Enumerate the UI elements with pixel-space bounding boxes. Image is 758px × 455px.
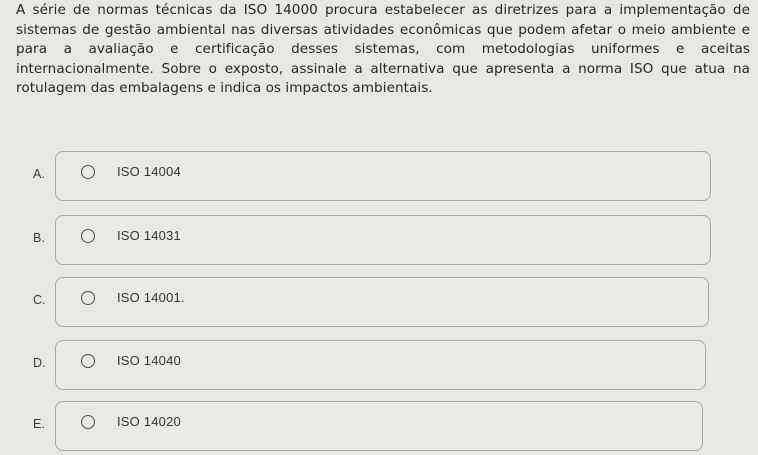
option-d[interactable] bbox=[33, 340, 706, 390]
option-label: ISO 14004 bbox=[117, 164, 181, 179]
question-text: A série de normas técnicas da ISO 14000 procura estabelecer as diretrizes para a implementação de sistemas de gestão ambiental nas diversas atividades econômicas que podem afetar o meio ambiente e para a avaliação e certificação desses sistemas, com metodologias uniformes e aceitas internacionalmente. Sobre o exposto, assinale a alternativa que apresenta a norma ISO que atua na rotulagem das embalagens e indica os impactos ambientais. bbox=[16, 2, 750, 97]
radio-button[interactable] bbox=[81, 415, 95, 429]
radio-button[interactable] bbox=[81, 165, 95, 179]
option-b[interactable] bbox=[33, 215, 711, 265]
option-label: ISO 14001. bbox=[117, 290, 185, 305]
radio-button[interactable] bbox=[81, 291, 95, 305]
radio-button[interactable] bbox=[81, 229, 95, 243]
option-letter: E. bbox=[33, 417, 45, 431]
option-c[interactable] bbox=[33, 277, 709, 327]
option-label: ISO 14020 bbox=[117, 414, 181, 429]
option-label: ISO 14031 bbox=[117, 228, 181, 243]
option-letter: B. bbox=[33, 231, 45, 245]
option-e[interactable] bbox=[33, 401, 703, 451]
option-letter: A. bbox=[33, 167, 45, 181]
option-a[interactable] bbox=[33, 151, 711, 201]
option-label: ISO 14040 bbox=[117, 353, 181, 368]
option-letter: C. bbox=[33, 293, 46, 307]
option-letter: D. bbox=[33, 356, 46, 370]
radio-button[interactable] bbox=[81, 354, 95, 368]
